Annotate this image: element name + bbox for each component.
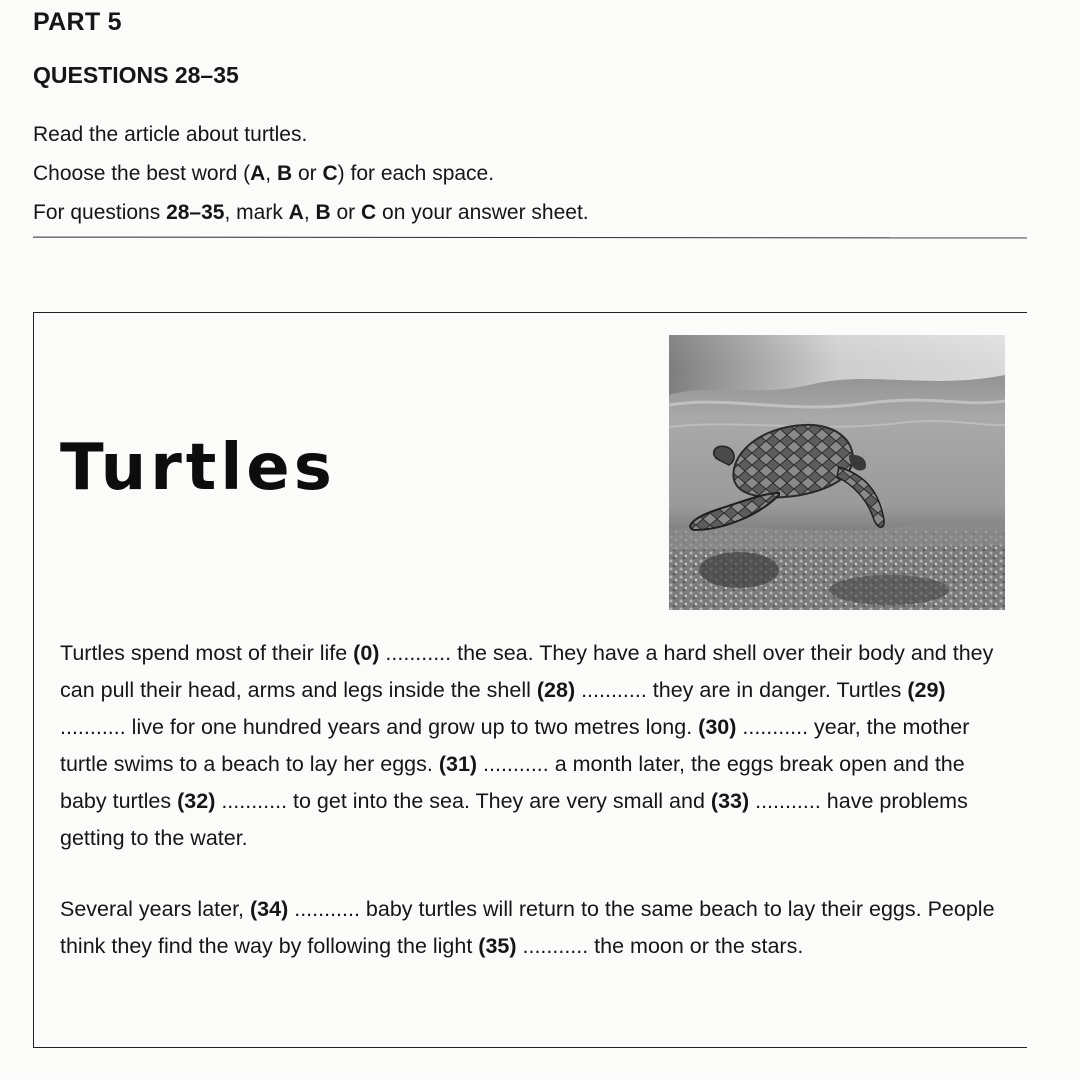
question-number: (31) [438,752,478,776]
article-box [33,312,1027,1048]
article-text [60,635,1010,999]
article-text-segment: ........... the moon or the stars. [516,934,804,958]
instruction-line-1: Read the article about turtles. [33,123,308,146]
part-title: PART 5 [33,8,122,36]
question-number: (29) [907,678,946,702]
article-text-segment: ........... the sea. They have a hard shell over their body and they can pull their head, arms and legs inside the shell [60,641,994,702]
questions-title: QUESTIONS 28–35 [33,62,239,88]
question-number: (32) [177,789,216,813]
question-number: (30) [698,715,737,739]
article-text-segment: Turtles spend most of their life [60,641,354,665]
question-number: (33) [710,789,750,813]
article-text-segment: ........... they are in danger. Turtles [575,678,908,702]
article-paragraph-2 [60,891,1010,965]
sea-turtle-photo [669,335,1005,610]
article-text-segment: ........... live for one hundred years and grow up to two metres long. [60,715,699,739]
article-text-segment: Several years later, [60,897,251,921]
article-text-segment: ........... year, the mother turtle swims to a beach to lay her eggs. [60,715,970,776]
question-number: (35) [478,934,517,958]
instruction-line-2: Choose the best word (A, B or C) for each space. [33,162,495,185]
article-text-segment: ........... have problems getting to the water. [60,789,968,850]
question-number: (34) [250,897,289,921]
instruction-line-3: For questions 28–35, mark A, B or C on your answer sheet. [33,201,589,224]
article-paragraph-1 [60,635,1010,857]
instructions [33,115,589,232]
section-divider [33,237,1027,239]
article-text-segment: ........... to get into the sea. They are very small and [215,789,711,813]
article-title: Turtles [60,431,336,505]
question-number: (28) [536,678,576,702]
article-text-segment: ........... baby turtles will return to the same beach to lay their eggs. People think they find the way by following the light [60,897,995,958]
question-number: (0) [353,641,380,665]
article-text-segment: ........... a month later, the eggs break open and the baby turtles [60,752,965,813]
